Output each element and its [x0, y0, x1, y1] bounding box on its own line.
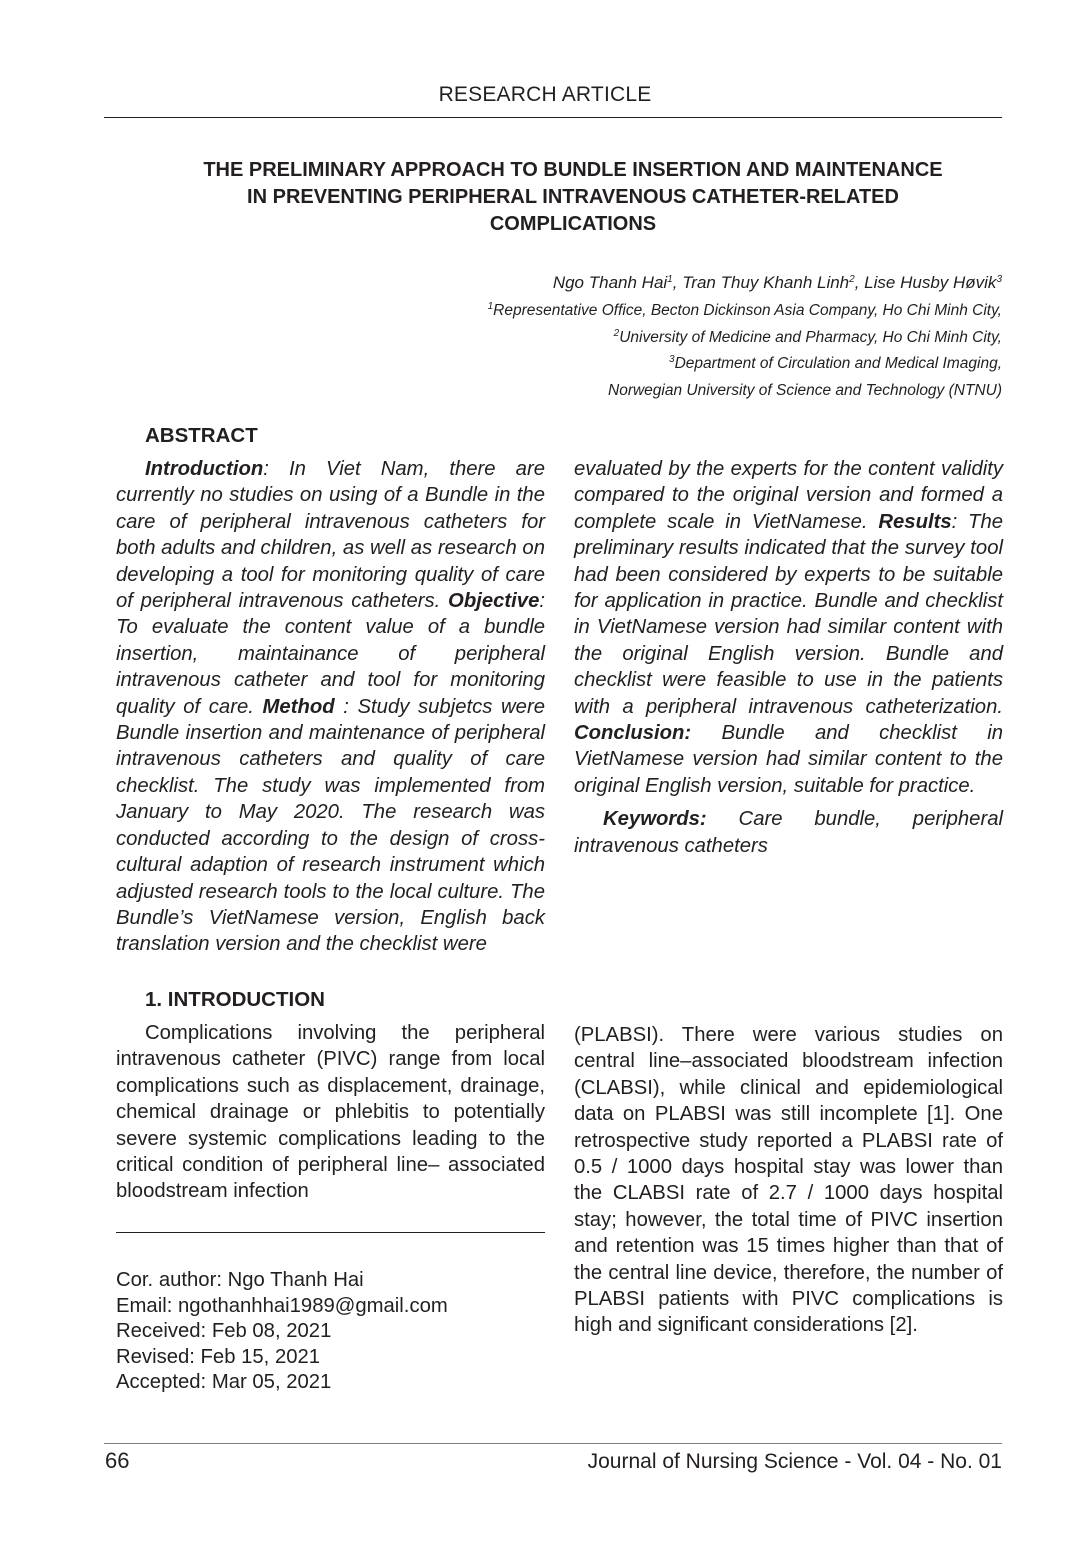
- method-text: evaluated by the experts for the content validity compared to the original version and formed a complete scale in VietNamese.: [574, 458, 1003, 533]
- results-label: Results: [878, 510, 952, 533]
- abstract-heading: ABSTRACT: [145, 424, 258, 447]
- affiliation-2: [488, 325, 1002, 352]
- author-list: Ngo Thanh Hai$^1$, Tran Thuy Khanh Linh$^2$, Lise Husby Høvik$^3$: [552, 273, 1002, 292]
- author-name: Ngo Thanh Hai: [552, 273, 668, 292]
- correspondence-block: [116, 1268, 448, 1396]
- introduction-column-right: (PLABSI). There were various studies on central line–associated bloodstream infection (CLABSI), while clinical and epidemiological data on PLABSI was still incomplete [1]. One retrospective study reported a PLABSI rate of 0.5 / 1000 days hospital stay was lower than the CLABSI rate of 2.7 / 1000 days hospital stay; however, the total time of PIVC insertion and retention was 15 times higher than that of the central line device, therefore, the number of PLABSI patients with PIVC complications is high and significant considerations [2].: [574, 1024, 1003, 1337]
- objective-label: Objective: [448, 590, 540, 613]
- corresponding-author: Cor. author: Ngo Thanh Hai: [116, 1269, 364, 1291]
- footnote-rule: [116, 1232, 545, 1233]
- page-number: 66: [105, 1448, 130, 1473]
- introduction-heading: 1. INTRODUCTION: [145, 988, 325, 1011]
- section-label: RESEARCH ARTICLE: [438, 83, 652, 106]
- keywords: [574, 806, 1003, 859]
- header-rule: [104, 117, 1002, 118]
- author-sup: 3: [996, 274, 1002, 285]
- affiliation-1: [488, 298, 1002, 325]
- objective-text: : To evaluate the content value of a bundle insertion, maintainance of peripheral intravenous catheter and tool for monitoring quality of care.: [116, 590, 545, 718]
- keywords-label: Keywords:: [603, 808, 707, 831]
- journal-name: Journal of Nursing Science - Vol. 04 - No. 01: [587, 1450, 1002, 1473]
- title-line-1: THE PRELIMINARY APPROACH TO BUNDLE INSERTION AND MAINTENANCE: [203, 159, 943, 181]
- affiliation-text: University of Medicine and Pharmacy, Ho Chi Minh City,: [619, 328, 1002, 346]
- abstract-column-right: [574, 456, 1003, 859]
- method-text: : Study subjetcs were Bundle insertion and maintenance of peripheral intravenous catheters and quality of care checklist. The study was implemented from January to May 2020. The research was conducted according to the design of cross-cultural adaption of research instrument which adjusted research tools to the local culture. The Bundle’s VietNamese version, English back translation version and the checklist were: [116, 695, 545, 956]
- author-sup: 1: [667, 274, 673, 285]
- abstract-continuation: [574, 456, 1003, 799]
- conclusion-label: Conclusion:: [574, 722, 692, 745]
- introduction-label: Introduction: [145, 458, 264, 480]
- results-text: : The preliminary results indicated that the survey tool had been considered by experts to be suitable for application in practice. Bundle and checklist in VietNamese version had similar content with the original English version. Bundle and checklist were feasible to use in the patients with a peripheral intravenous catheterization.: [574, 510, 1004, 718]
- abstract-column-left: [116, 456, 545, 958]
- title-line-2: IN PREVENTING PERIPHERAL INTRAVENOUS CATHETER-RELATED: [247, 186, 899, 208]
- method-label: Method: [262, 695, 335, 718]
- author-email: Email: ngothanhhai1989@gmail.com: [116, 1294, 448, 1317]
- affiliation-3-line-2: Norwegian University of Science and Technology (NTNU): [608, 381, 1002, 399]
- affiliation-text: Representative Office, Becton Dickinson Asia Company, Ho Chi Minh City,: [493, 302, 1002, 319]
- article-title: [140, 157, 1006, 238]
- revised-date: Revised: Feb 15, 2021: [116, 1345, 321, 1368]
- affiliation-sup: 1: [487, 301, 494, 312]
- accepted-date: Accepted: Mar 05, 2021: [116, 1371, 332, 1393]
- author-sup: 2: [849, 274, 855, 285]
- footer-rule: [104, 1443, 1002, 1444]
- affiliation-sup: 2: [613, 327, 620, 339]
- author-name: Tran Thuy Khanh Linh: [682, 273, 850, 292]
- author-name: Lise Husby Høvik: [864, 273, 997, 292]
- affiliations: [488, 298, 1002, 404]
- affiliation-text: Department of Circulation and Medical Imaging,: [674, 355, 1002, 372]
- title-line-3: COMPLICATIONS: [489, 213, 657, 235]
- affiliation-sup: 3: [669, 354, 675, 365]
- introduction-column-left: Complications involving the peripheral intravenous catheter (PIVC) range from local complications such as displacement, drainage, chemical drainage or phlebitis to potentially severe systemic complications leading to the critical condition of peripheral line– associated bloodstream infection: [116, 1022, 545, 1203]
- introduction-text: : In Viet Nam, there are currently no studies on using of a Bundle in the care of peripheral intravenous catheters for both adults and children, as well as research on developing a tool for monitoring quality of care of peripheral intravenous catheters.: [116, 458, 545, 613]
- affiliation-3: [488, 351, 1002, 378]
- keywords-text: Care bundle, peripheral intravenous catheters: [574, 808, 1003, 857]
- received-date: Received: Feb 08, 2021: [116, 1320, 332, 1342]
- conclusion-text: Bundle and checklist in VietNamese version had similar content to the original English version, suitable for practice.: [574, 722, 1003, 797]
